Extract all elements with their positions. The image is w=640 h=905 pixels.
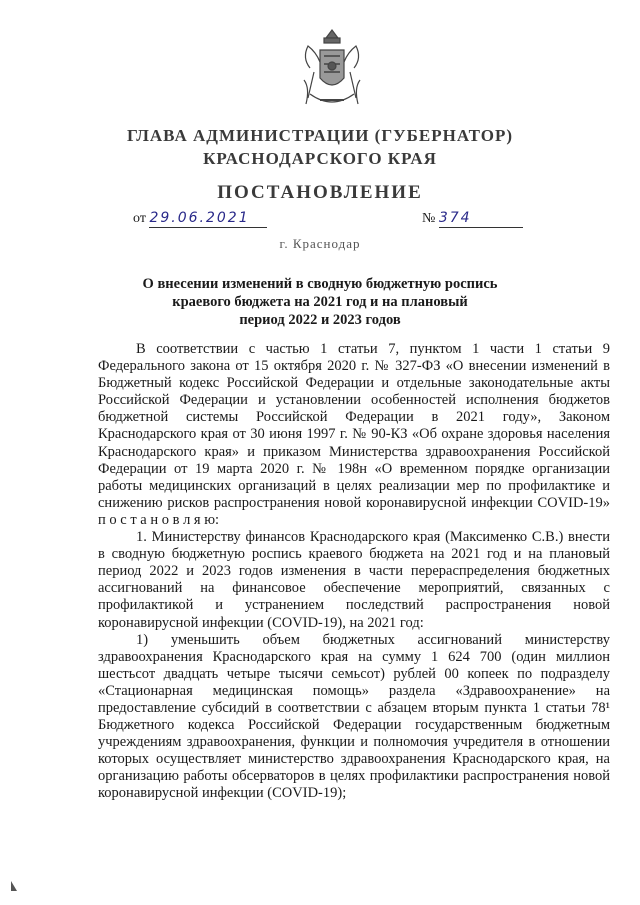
clause-1-paragraph: 1. Министерству финансов Краснодарского края (Максименко С.В.) внести в сводную бюджетную роспись краевого бюджета на 2021 год и на плановый период 2022 и 2023 годов изменения в части перераспределения бюджетных ассигнований на финансовое обеспечение мероприятий, связанных с профилактикой и устранением последствий распространения новой коронавирусной инфекции (COVID-19), на 2021 год: xyxy=(98,529,610,631)
preamble-paragraph: В соответствии с частью 1 статьи 7, пунктом 1 части 1 статьи 9 Федерального закона от 15 октября 2020 г. № 327-ФЗ «О внесении изменений в Бюджетный кодекс Российской Федерации и отдельные законодательные акты Российской Федерации и установлении особенностей исполнения бюджетов бюджетной системы Российской Федерации в 2021 году», Законом Краснодарского края от 30 июня 1997 г. № 90-КЗ «Об охране здоровья населения Краснодарского края» и приказом Министерства здравоохранения Российской Федерации от 19 марта 2020 г. № 198н «О временном порядке организации работы медицинских организаций в целях реализации мер по профилактике и снижению рисков распространения новой коронавирусной инфекции COVID-19» п о с т а н о в л я ю: xyxy=(98,341,610,528)
date-value: 29.06.2021 xyxy=(149,210,250,226)
number-field xyxy=(422,210,523,228)
scan-mark-icon xyxy=(10,880,18,892)
number-line xyxy=(439,210,523,228)
document-subject xyxy=(0,275,640,329)
document-type: ПОСТАНОВЛЕНИЕ xyxy=(217,182,423,203)
date-prefix: от xyxy=(133,211,146,226)
subject-line3: период 2022 и 2023 годов xyxy=(239,312,401,328)
document-body xyxy=(98,341,610,803)
subject-line2: краевого бюджета на 2021 год и на плановый xyxy=(172,294,468,310)
city: г. Краснодар xyxy=(279,236,361,251)
authority-title-line2: КРАСНОДАРСКОГО КРАЯ xyxy=(203,149,437,168)
coat-of-arms-emblem xyxy=(300,28,364,120)
authority-title-line1: ГЛАВА АДМИНИСТРАЦИИ (ГУБЕРНАТОР) xyxy=(126,126,513,145)
date-line xyxy=(149,210,267,228)
subject-line1: О внесении изменений в сводную бюджетную роспись xyxy=(142,276,498,292)
date-field xyxy=(133,210,267,228)
number-value: 374 xyxy=(438,210,472,226)
subclause-1-paragraph: 1) уменьшить объем бюджетных ассигнований министерству здравоохранения Краснодарского края на сумму 1 624 700 (один миллион шестьсот двадцать четыре тысячи семьсот) рублей 00 копеек по подразделу «Стационарная медицинская помощь» раздела «Здравоохранение» на предоставление субсидий в соответствии с абзацем вторым пункта 1 статьи 78¹ Бюджетного кодекса Российской Федерации государственным бюджетным учреждениям здравоохранения, функции и полномочия учредителя в отношении которых осуществляет министерство здравоохранения Краснодарского края, на организацию работы обсерваторов в целях профилактики распространения новой коронавирусной инфекции (COVID-19); xyxy=(98,631,610,802)
number-prefix: № xyxy=(422,211,436,226)
